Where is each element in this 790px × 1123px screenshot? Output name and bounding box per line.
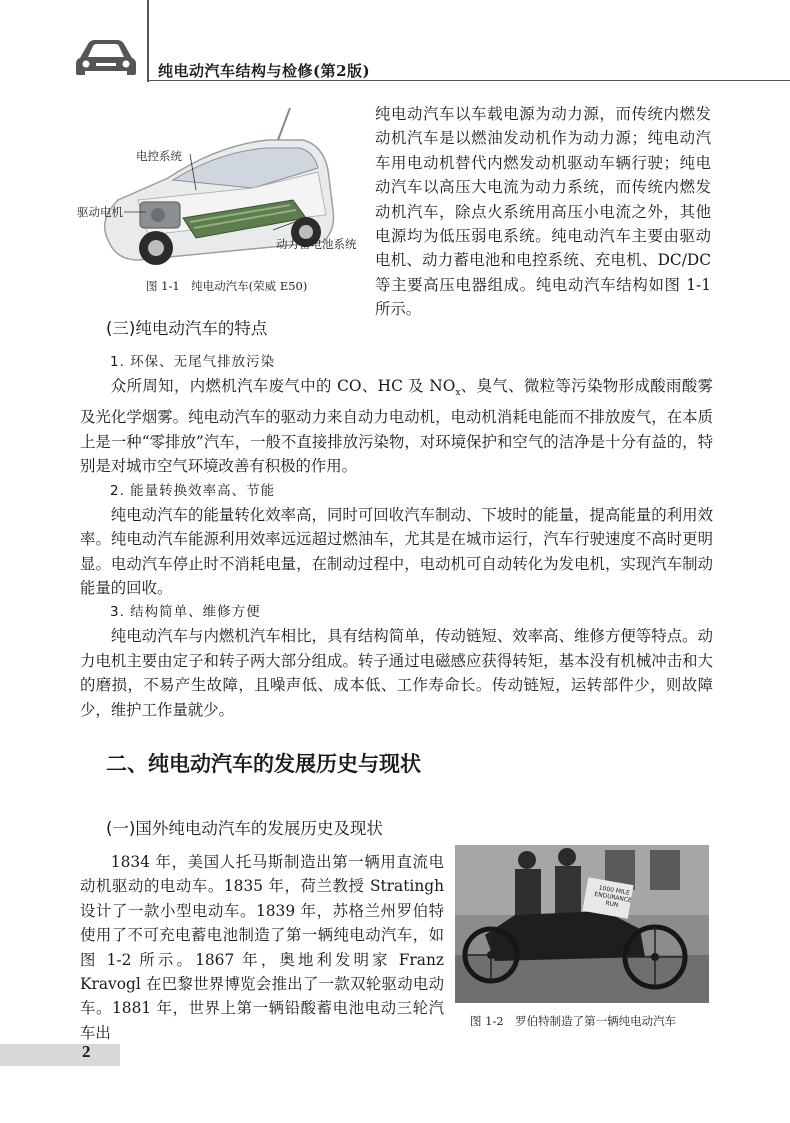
page-number: 2	[82, 1042, 91, 1061]
car-icon	[74, 36, 138, 78]
section-2-title: 二、纯电动汽车的发展历史与现状	[106, 752, 421, 776]
intro-text: 纯电动汽车以车载电源为动力源，而传统内燃发动机汽车是以燃油发动机作为动力源；纯电动汽车用电动机替代内燃发动机驱动车辆行驶；纯电动汽车以高压大电流为动力系统，而传统内燃发动机汽车，除点火系统用高压小电流之外，其他电源均为低压弱电系统。纯电动汽车主要由驱动电机、动力蓄电池和电控系统、充电机、DC/DC 等主要高压电器组成。纯电动汽车结构如图 1-1 所示。	[375, 105, 711, 319]
subsection-1-title: (一)国外纯电动汽车的发展历史及现状	[106, 819, 383, 838]
subsection-1-paragraph	[80, 850, 444, 1045]
figure2-caption: 图 1-2 罗伯特制造了第一辆纯电动汽车	[470, 1014, 677, 1028]
item-1-paragraph	[80, 374, 713, 479]
item-2-paragraph	[80, 503, 713, 601]
running-header-title: 纯电动汽车结构与检修(第2版)	[158, 62, 371, 80]
subsection-1-text: 1834 年，美国人托马斯制造出第一辆用直流电动机驱动的电动车。1835 年，荷兰教授 Stratingh 设计了一款小型电动车。1839 年，苏格兰州罗伯特使用了不可充电蓄电池制造了第一辆纯电动汽车，如图 1-2 所示。1867 年，奥地利发明家 Franz Kravogl 在巴黎世界博览会推出了一款双轮驱动电动车。1881 年，世界上第一辆铅酸蓄电池电动三轮汽车出	[80, 853, 444, 1042]
item-1-text-b: 、臭气、微粒等污染物形成酸雨酸雾及光化学烟雾。纯电动汽车的驱动力来自动力电动机，电动机消耗电能而不排放废气，在本质上是一种“零排放”汽车，一般不直接排放污染物，对环境保护和空气的洁净是十分有益的，特别是对城市空气环境改善有积极的作用。	[80, 377, 713, 476]
item-1-subscript: x	[455, 388, 461, 399]
item-2-text: 纯电动汽车的能量转化效率高，同时可回收汽车制动、下坡时的能量，提高能量的利用效率。纯电动汽车能源利用效率远远超过燃油车，尤其是在城市运行，汽车行驶速度不高时更明显。电动汽车停止时不消耗电量，在制动过程中，电动机可自动转化为发电机，实现汽车制动能量的回收。	[80, 505, 713, 597]
fig1-label-control: 电控系统	[136, 149, 182, 163]
item-3-heading: 3. 结构简单、维修方便	[110, 604, 261, 621]
figure-historic-ev-photo	[455, 845, 709, 1003]
item-1-heading: 1. 环保、无尾气排放污染	[110, 354, 276, 370]
historic-photo-drawing	[455, 845, 709, 1003]
fig1-label-motor: 驱动电机	[77, 205, 123, 219]
page-number-bar	[0, 1044, 120, 1066]
item-3-text: 纯电动汽车与内燃机汽车相比，具有结构简单，传动链短、效率高、维修方便等特点。动力电机主要由定子和转子两大部分组成。转子通过电磁感应获得转矩，基本没有机械冲击和大的磨损，不易产生故障，且噪声低、成本低、工作寿命长。传动链短，运转部件少，则故障少，维护工作量就少。	[80, 627, 713, 719]
section-3-title: (三)纯电动汽车的特点	[106, 319, 268, 338]
section-3-body	[80, 350, 713, 722]
item-2-heading: 2. 能量转换效率高、节能	[110, 482, 276, 499]
header-vertical-rule	[147, 0, 149, 82]
intro-paragraph	[375, 102, 711, 322]
figure-ev-cutaway	[78, 100, 368, 280]
photo-sign-text: 1000 MILE ENDURANCE RUN	[593, 884, 633, 909]
figure1-caption: 图 1-1 纯电动汽车(荣威 E50)	[146, 279, 308, 293]
fig1-label-battery: 动力蓄电池系统	[276, 237, 357, 251]
item-3-paragraph	[80, 624, 713, 722]
item-1-text-a: 众所周知，内燃机汽车废气中的 CO、HC 及 NO	[110, 377, 456, 395]
